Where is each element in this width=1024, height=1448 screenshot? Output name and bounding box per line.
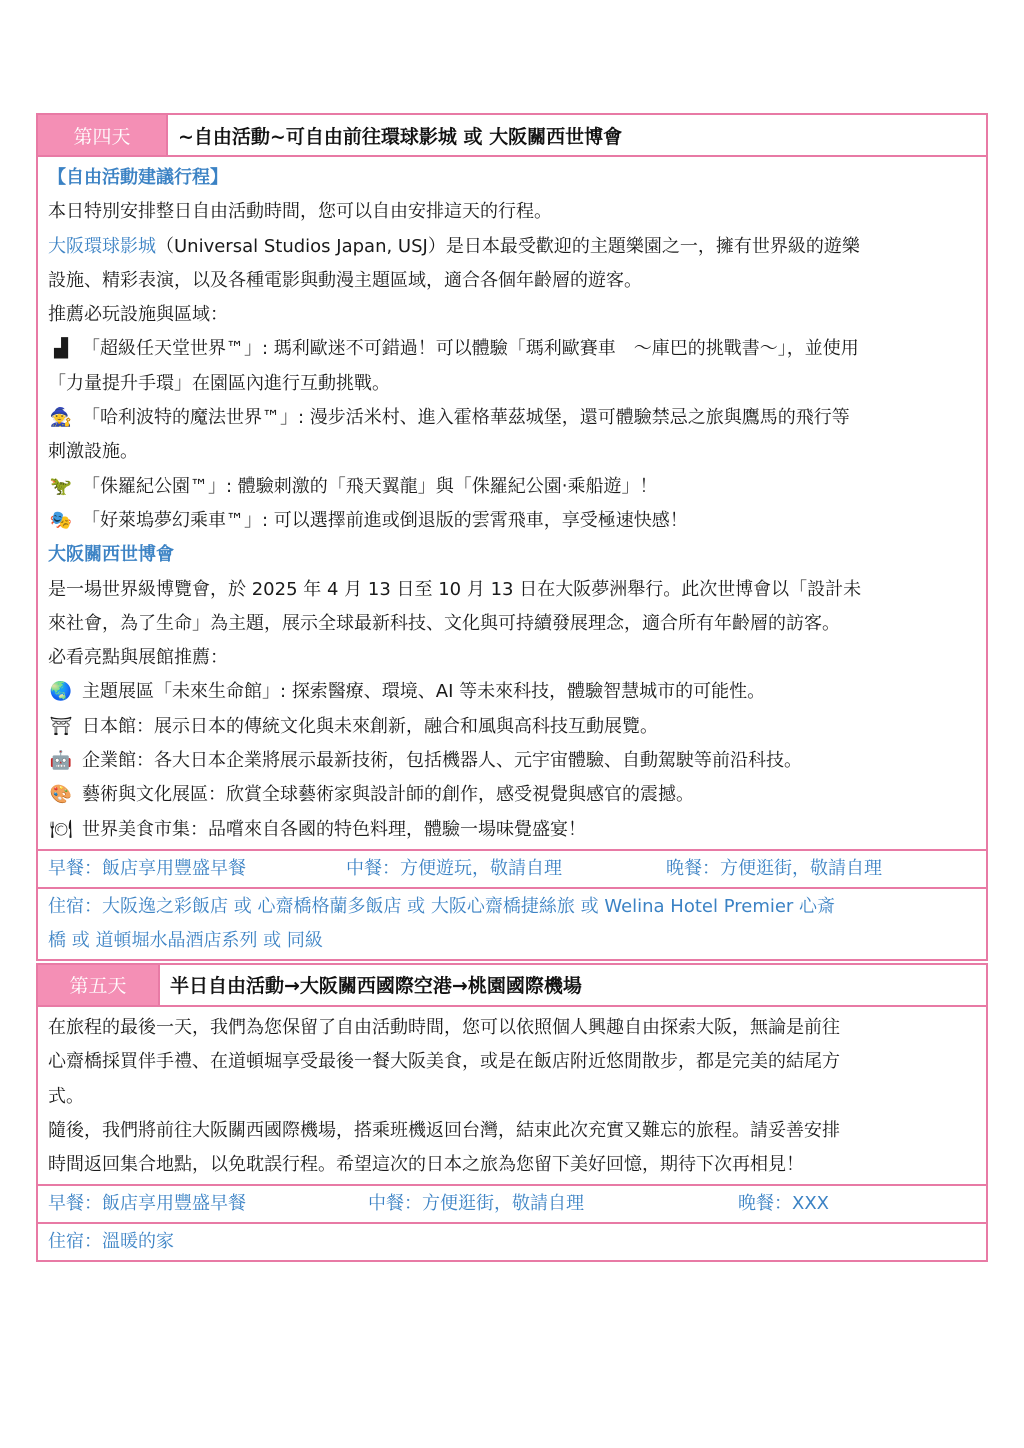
expo-item-japan-pavilion [48, 710, 976, 744]
signal-bars-icon: ▟ [54, 338, 68, 360]
usj-item-hollywood [48, 504, 976, 538]
expo-name: 大阪關西世博會 [48, 544, 174, 566]
day5-p1-line3: 式。 [48, 1085, 84, 1107]
day4-hotel-line2: 橋 或 道頓堀水晶酒店系列 或 同級 [48, 929, 323, 951]
day5-p2-line1: 隨後，我們將前往大阪關西國際機場，搭乘班機返回台灣，結束此次充實又難忘的旅程。請妥善安排 [48, 1119, 840, 1141]
dinosaur-icon: 🦖 [49, 475, 73, 497]
day4-block [36, 113, 988, 961]
usj-desc-1: （Universal Studios Japan, USJ）是日本最受歡迎的主題樂園之一，擁有世界級的遊樂 [156, 235, 860, 257]
usj-item-text: 「超級任天堂世界™」: 瑪利歐迷不可錯過！可以體驗「瑪利歐賽車 ～庫巴的挑戰書～」，並使用 [82, 338, 859, 360]
itinerary-page [36, 113, 988, 1262]
section-heading: 【自由活動建議行程】 [48, 167, 228, 188]
usj-item-text: 「侏羅紀公園™」: 體驗刺激的「飛天翼龍」與「侏羅紀公園‧乘船遊」！ [82, 475, 658, 497]
day4-header [38, 115, 986, 157]
day4-label: 第四天 [38, 115, 168, 155]
day5-lunch: 中餐：方便逛街，敬請自理 [368, 1193, 584, 1215]
day4-breakfast: 早餐：飯店享用豐盛早餐 [48, 857, 246, 879]
usj-item-nintendo-cont: 「力量提升手環」在園區內進行互動挑戰。 [48, 372, 390, 394]
day5-p2-line2: 時間返回集合地點，以免耽誤行程。希望這次的日本之旅為您留下美好回憶，期待下次再相見！ [48, 1154, 804, 1176]
globe-icon: 🌏 [49, 681, 73, 703]
day5-title: 半日自由活動→大阪關西國際空港→桃園國際機場 [170, 975, 582, 998]
day4-hotel [38, 887, 986, 959]
day4-title: ~自由活動~可自由前往環球影城 或 大阪關西世博會 [178, 125, 623, 148]
usj-paragraph-line1 [48, 230, 976, 264]
expo-item-text: 日本館：展示日本的傳統文化與未來創新，融合和風與高科技互動展覽。 [82, 715, 658, 737]
expo-item-text: 藝術與文化展區：欣賞全球藝術家與設計師的創作，感受視覺與感官的震撼。 [82, 784, 694, 806]
day4-meals [38, 849, 986, 887]
usj-item-harrypotter-cont: 刺激設施。 [48, 441, 138, 463]
theater-masks-icon: 🎭 [49, 509, 73, 531]
dining-icon: 🍽 [49, 818, 73, 840]
usj-item-text: 「好萊塢夢幻乘車™」: 可以選擇前進或倒退版的雲霄飛車，享受極速快感！ [82, 509, 688, 531]
usj-item-harrypotter [48, 401, 976, 435]
day4-dinner: 晚餐：方便逛街，敬請自理 [666, 857, 882, 879]
expo-item-art [48, 778, 976, 812]
day5-meals [38, 1184, 986, 1222]
expo-paragraph-line2: 來社會，為了生命」為主題，展示全球最新科技、文化與可持續發展理念，適合所有年齡層的訪客。 [48, 612, 840, 634]
usj-item-nintendo [48, 332, 976, 366]
expo-recommend-heading: 必看亮點與展館推薦： [48, 647, 228, 669]
day5-body [38, 1007, 986, 1184]
palette-icon: 🎨 [49, 784, 73, 806]
expo-item-future-life [48, 675, 976, 709]
expo-paragraph-line1: 是一場世界級博覽會，於 2025 年 4 月 13 日至 10 月 13 日在大阪夢洲舉行。此次世博會以「設計未 [48, 578, 862, 600]
day5-breakfast: 早餐：飯店享用豐盛早餐 [48, 1193, 246, 1215]
usj-item-jurassic [48, 470, 976, 504]
day5-block [36, 963, 988, 1262]
day4-body [38, 157, 986, 849]
expo-item-text: 主題展區「未來生命館」: 探索醫療、環境、AI 等未來科技，體驗智慧城市的可能性。 [82, 681, 766, 703]
day5-hotel: 住宿：溫暖的家 [38, 1222, 986, 1260]
day5-p1-line1: 在旅程的最後一天，我們為您保留了自由活動時間，您可以依照個人興趣自由探索大阪，無論是前往 [48, 1016, 840, 1038]
day5-label: 第五天 [38, 965, 160, 1005]
day4-hotel-line1: 住宿：大阪逸之彩飯店 或 心齋橋格蘭多飯店 或 大阪心齋橋捷絲旅 或 Welina Hotel Premier 心斎 [48, 895, 836, 917]
day5-dinner: 晚餐：XXX [738, 1193, 829, 1215]
usj-paragraph-line2: 設施、精彩表演，以及各種電影與動漫主題區域，適合各個年齡層的遊客。 [48, 269, 642, 291]
usj-item-text: 「哈利波特的魔法世界™」: 漫步活米村、進入霍格華茲城堡，還可體驗禁忌之旅與鷹馬的飛行等 [82, 407, 850, 429]
day5-header [38, 965, 986, 1007]
day4-intro: 本日特別安排整日自由活動時間，您可以自由安排這天的行程。 [48, 201, 552, 223]
wizard-icon: 🧙 [49, 407, 73, 429]
usj-recommend-heading: 推薦必玩設施與區域： [48, 304, 228, 326]
robot-icon: 🤖 [49, 750, 73, 772]
day5-p1-line2: 心齋橋採買伴手禮、在道頓堀享受最後一餐大阪美食，或是在飯店附近悠閒散步，都是完美的結尾方 [48, 1051, 840, 1073]
expo-item-text: 世界美食市集：品嚐來自各國的特色料理，體驗一場味覺盛宴！ [82, 818, 586, 840]
expo-item-text: 企業館：各大日本企業將展示最新技術，包括機器人、元宇宙體驗、自動駕駛等前沿科技。 [82, 750, 802, 772]
expo-item-food [48, 813, 976, 847]
shrine-icon: ⛩ [49, 715, 73, 737]
usj-name: 大阪環球影城 [48, 235, 156, 257]
day4-lunch: 中餐：方便遊玩，敬請自理 [346, 857, 562, 879]
expo-item-corporate [48, 744, 976, 778]
